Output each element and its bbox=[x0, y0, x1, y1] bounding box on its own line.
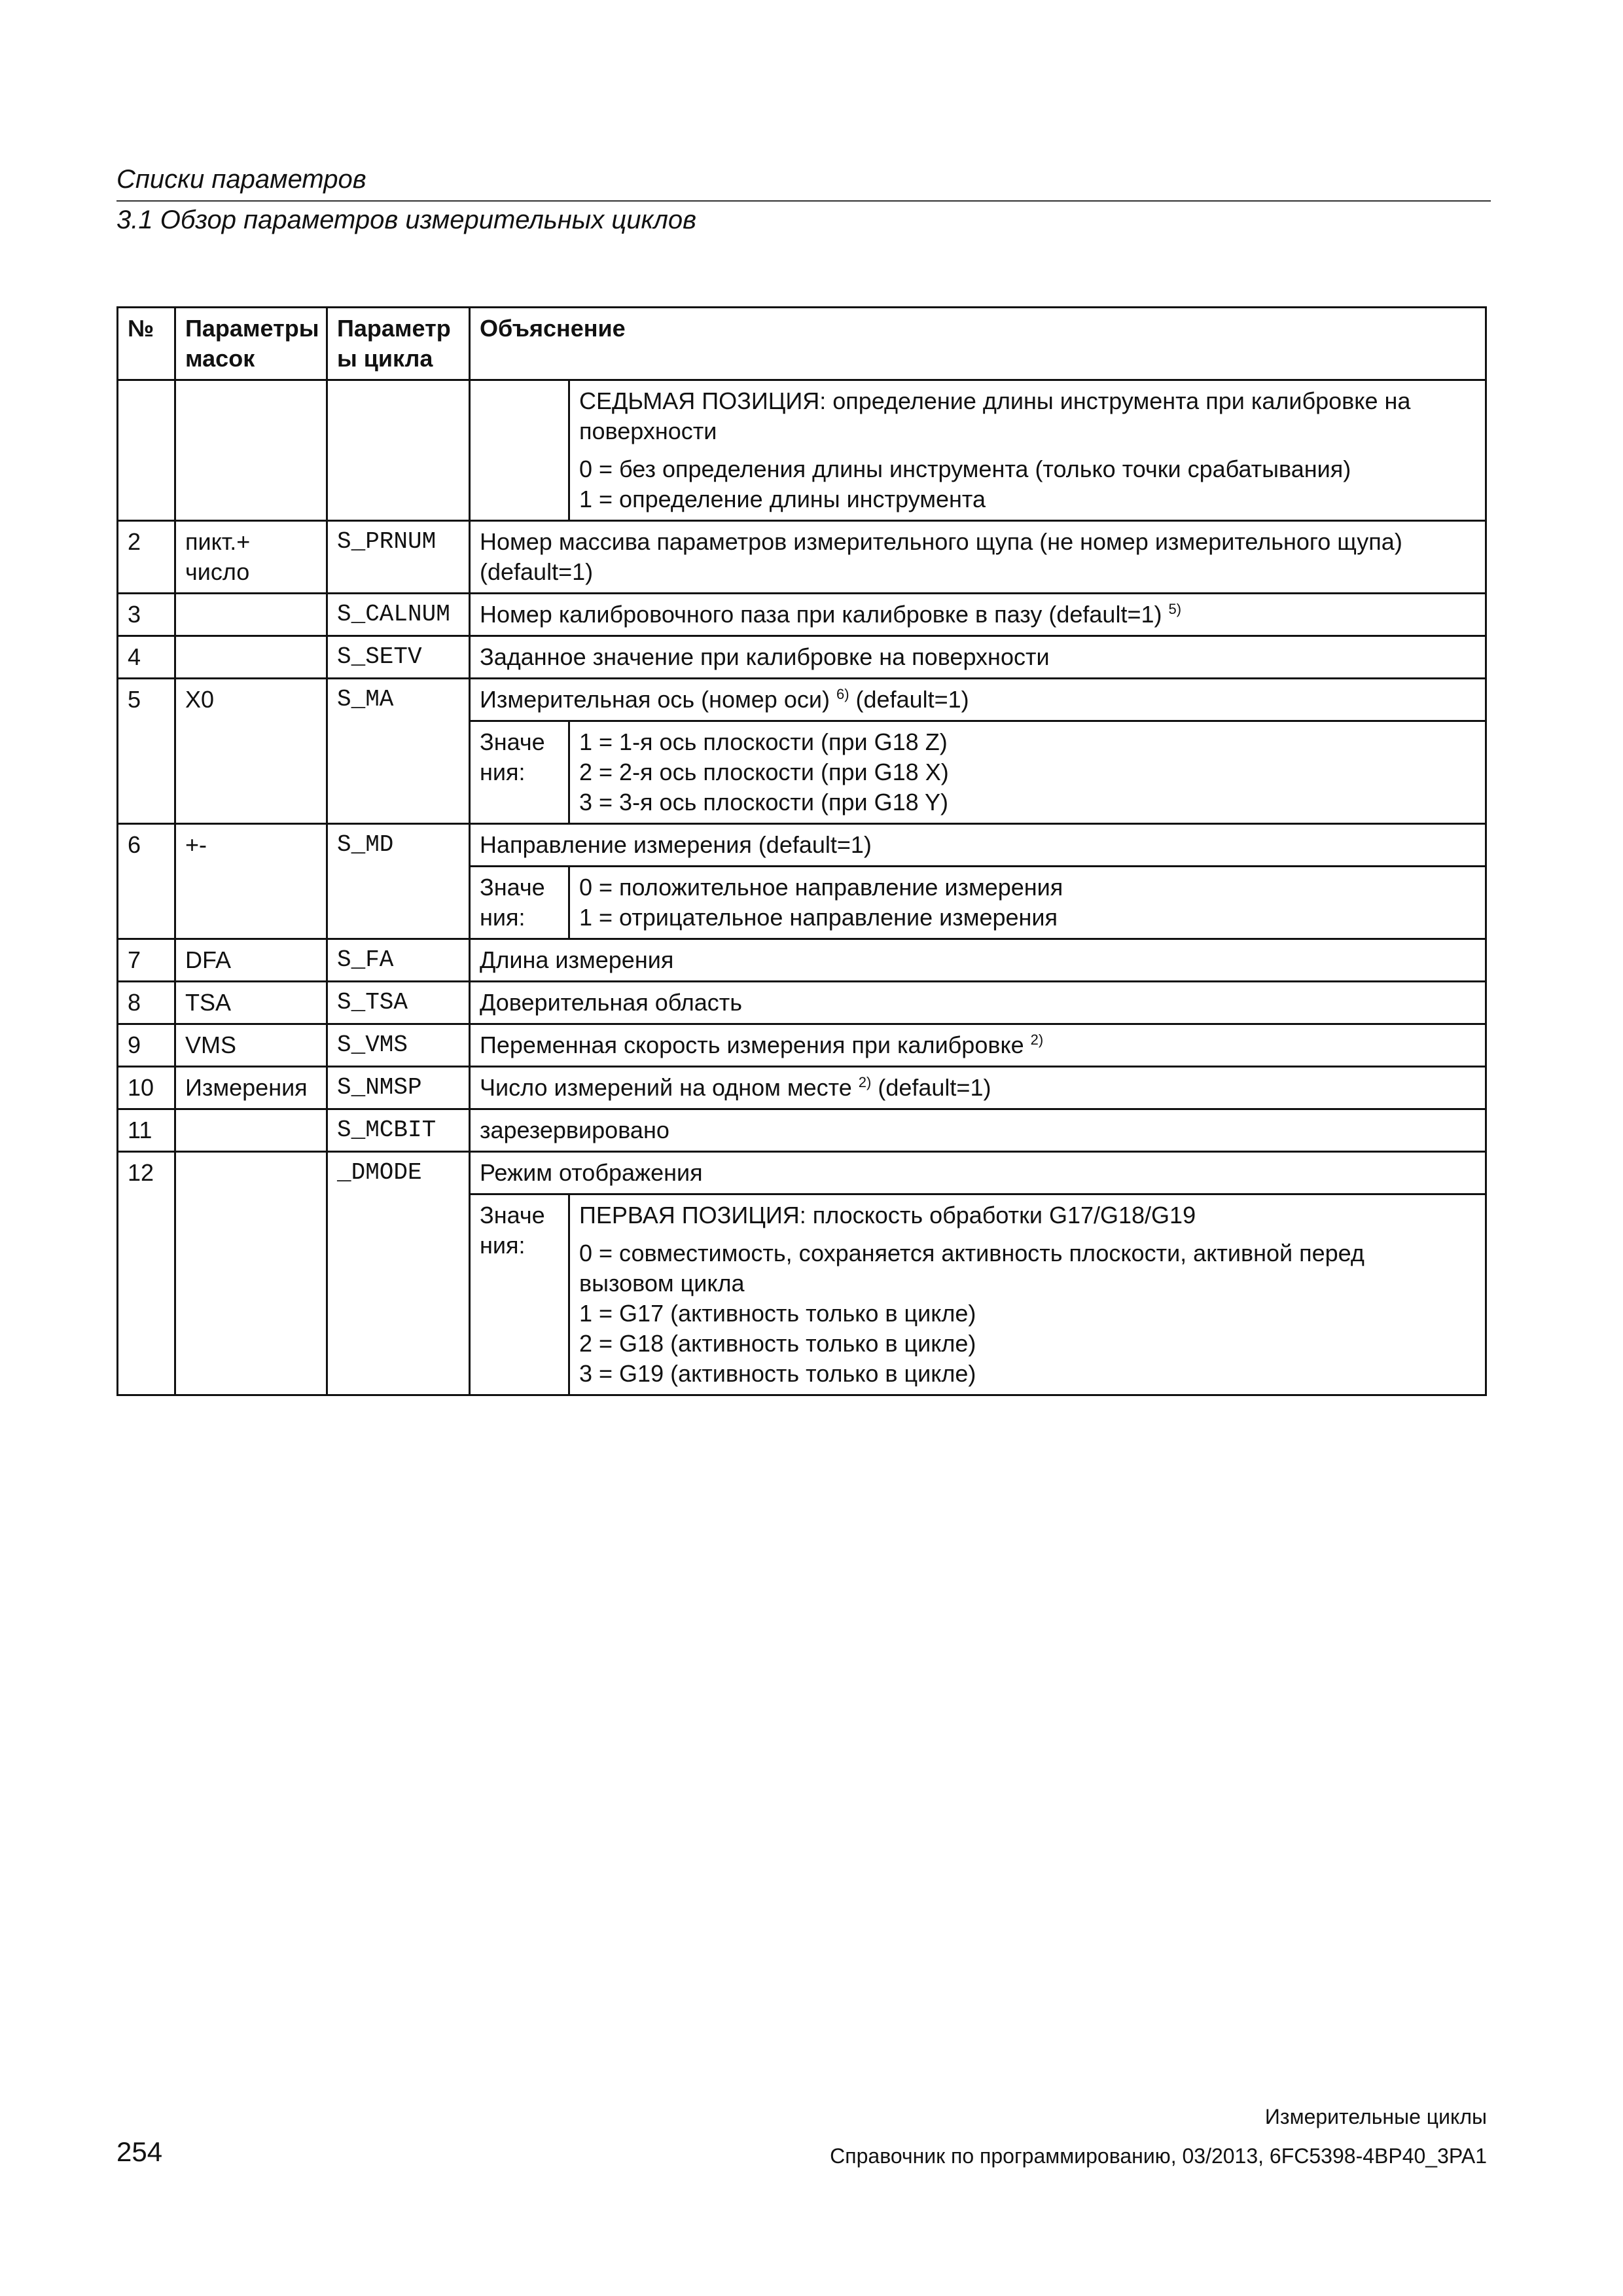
mask-cell bbox=[175, 380, 327, 521]
mask-cell: DFA bbox=[175, 939, 327, 982]
param-cell bbox=[327, 380, 470, 521]
table-row bbox=[118, 1067, 1486, 1109]
value-line: 2 = G18 (активность только в цикле) bbox=[579, 1330, 976, 1357]
section-title: Списки параметров bbox=[116, 165, 366, 194]
value-line: 0 = совместимость, сохраняется активность плоскости, активной перед bbox=[579, 1240, 1364, 1266]
num-cell: 6 bbox=[118, 824, 175, 939]
explanation-text: Число измерений на одном месте bbox=[480, 1074, 852, 1101]
num-cell: 10 bbox=[118, 1067, 175, 1109]
mask-cell bbox=[175, 636, 327, 679]
param-cell: S_TSA bbox=[327, 982, 470, 1024]
cont-line4: 1 = определение длины инструмента bbox=[579, 486, 986, 512]
explanation-cell: Доверительная область bbox=[470, 982, 1486, 1024]
param-cell: S_MA bbox=[327, 679, 470, 824]
footer-reference: Справочник по программированию, 03/2013, 6FC5398-4BP40_3PA1 bbox=[830, 2144, 1487, 2168]
param-cell: S_SETV bbox=[327, 636, 470, 679]
mask-cell bbox=[175, 1152, 327, 1395]
header-cycle-params-l1: Параметр bbox=[337, 315, 451, 342]
table-row bbox=[118, 380, 1486, 521]
explanation-default: (default=1) bbox=[855, 686, 969, 713]
num-cell: 7 bbox=[118, 939, 175, 982]
explanation-text: Номер калибровочного паза при калибровке в пазу (default=1) bbox=[480, 601, 1162, 628]
value-line: 2 = 2-я ось плоскости (при G18 X) bbox=[579, 759, 949, 785]
values-label-cell bbox=[470, 1194, 569, 1395]
table-row bbox=[118, 1024, 1486, 1067]
param-cell: S_FA bbox=[327, 939, 470, 982]
value-line: 1 = отрицательное направление измерения bbox=[579, 904, 1058, 931]
values-label-l2: ния: bbox=[480, 1232, 526, 1259]
table-header-row bbox=[118, 308, 1486, 380]
table-row bbox=[118, 939, 1486, 982]
param-cell: S_PRNUM bbox=[327, 521, 470, 594]
explanation-cell bbox=[470, 521, 1486, 594]
param-cell: S_NMSP bbox=[327, 1067, 470, 1109]
footnote-ref: 2) bbox=[1030, 1031, 1044, 1048]
num-cell: 9 bbox=[118, 1024, 175, 1067]
values-title: ПЕРВАЯ ПОЗИЦИЯ: плоскость обработки G17/G18/G19 bbox=[579, 1202, 1196, 1229]
footnote-ref: 5) bbox=[1168, 601, 1182, 617]
explanation-cell: зарезервировано bbox=[470, 1109, 1486, 1152]
mask-cell: VMS bbox=[175, 1024, 327, 1067]
cont-line1: СЕДЬМАЯ ПОЗИЦИЯ: определение длины инструмента при калибровке на bbox=[579, 387, 1411, 414]
value-line: 1 = G17 (активность только в цикле) bbox=[579, 1300, 976, 1327]
values-label-cell bbox=[470, 867, 569, 939]
footer-title: Измерительные циклы bbox=[1264, 2105, 1487, 2128]
explanation-cell: Длина измерения bbox=[470, 939, 1486, 982]
header-mask-params bbox=[175, 308, 327, 380]
header-mask-params-l1: Параметры bbox=[185, 315, 319, 342]
value-line: 1 = 1-я ось плоскости (при G18 Z) bbox=[579, 728, 948, 755]
table-row bbox=[118, 1152, 1486, 1194]
num-cell: 3 bbox=[118, 594, 175, 636]
param-cell: _DMODE bbox=[327, 1152, 470, 1395]
mask-l1: пикт.+ bbox=[185, 528, 251, 555]
value-line: 3 = 3-я ось плоскости (при G18 Y) bbox=[579, 789, 949, 816]
explanation-l2: (default=1) bbox=[480, 558, 594, 585]
num-cell: 12 bbox=[118, 1152, 175, 1395]
values-cell bbox=[569, 1194, 1486, 1395]
explanation-text: Измерительная ось (номер оси) bbox=[480, 686, 830, 713]
mask-cell: TSA bbox=[175, 982, 327, 1024]
table-row bbox=[118, 594, 1486, 636]
mask-cell: +- bbox=[175, 824, 327, 939]
table-row bbox=[118, 982, 1486, 1024]
param-cell: S_CALNUM bbox=[327, 594, 470, 636]
num-cell: 8 bbox=[118, 982, 175, 1024]
parameter-table bbox=[116, 306, 1487, 1396]
explanation-cell bbox=[470, 1024, 1486, 1067]
explanation-cell bbox=[470, 679, 1486, 721]
num-cell: 11 bbox=[118, 1109, 175, 1152]
mask-cell bbox=[175, 594, 327, 636]
values-label-l2: ния: bbox=[480, 904, 526, 931]
header-cycle-params-l2: ы цикла bbox=[337, 345, 433, 372]
explanation-l1: Номер массива параметров измерительного щупа (не номер измерительного щупа) bbox=[480, 528, 1402, 555]
explanation-default: (default=1) bbox=[878, 1074, 991, 1101]
subsection-title: 3.1 Обзор параметров измерительных циклов bbox=[116, 206, 697, 234]
param-cell: S_MD bbox=[327, 824, 470, 939]
values-cell bbox=[569, 867, 1486, 939]
explanation-cell bbox=[470, 594, 1486, 636]
page-number: 254 bbox=[116, 2136, 163, 2167]
values-label-l1: Значе bbox=[480, 728, 545, 755]
explanation-text: Переменная скорость измерения при калибровке bbox=[480, 1031, 1024, 1058]
values-label-l2: ния: bbox=[480, 759, 526, 785]
table-row bbox=[118, 521, 1486, 594]
table-row bbox=[118, 1109, 1486, 1152]
values-label-l1: Значе bbox=[480, 1202, 545, 1229]
table-row bbox=[118, 636, 1486, 679]
header-explanation: Объяснение bbox=[470, 308, 1486, 380]
values-label-cell bbox=[470, 380, 569, 521]
footnote-ref: 2) bbox=[858, 1074, 872, 1090]
value-line: вызовом цикла bbox=[579, 1270, 745, 1297]
explanation-cell bbox=[470, 1067, 1486, 1109]
table-row bbox=[118, 824, 1486, 867]
mask-cell: X0 bbox=[175, 679, 327, 824]
num-cell: 4 bbox=[118, 636, 175, 679]
values-label-cell bbox=[470, 721, 569, 824]
values-cell bbox=[569, 380, 1486, 521]
num-cell: 2 bbox=[118, 521, 175, 594]
explanation-cell: Режим отображения bbox=[470, 1152, 1486, 1194]
param-cell: S_MCBIT bbox=[327, 1109, 470, 1152]
param-cell: S_VMS bbox=[327, 1024, 470, 1067]
cont-line2: поверхности bbox=[579, 418, 717, 444]
header-num: № bbox=[118, 308, 175, 380]
mask-cell: Измерения bbox=[175, 1067, 327, 1109]
mask-l2: число bbox=[185, 558, 250, 585]
header-mask-params-l2: масок bbox=[185, 345, 255, 372]
header-cycle-params bbox=[327, 308, 470, 380]
value-line: 3 = G19 (активность только в цикле) bbox=[579, 1360, 976, 1387]
mask-cell bbox=[175, 521, 327, 594]
header-rule bbox=[116, 200, 1491, 202]
table-row bbox=[118, 679, 1486, 721]
num-cell bbox=[118, 380, 175, 521]
values-cell bbox=[569, 721, 1486, 824]
explanation-cell: Заданное значение при калибровке на поверхности bbox=[470, 636, 1486, 679]
values-label-l1: Значе bbox=[480, 874, 545, 901]
mask-cell bbox=[175, 1109, 327, 1152]
value-line: 0 = положительное направление измерения bbox=[579, 874, 1063, 901]
footnote-ref: 6) bbox=[836, 686, 849, 702]
cont-line3: 0 = без определения длины инструмента (только точки срабатывания) bbox=[579, 456, 1351, 482]
num-cell: 5 bbox=[118, 679, 175, 824]
explanation-cell: Направление измерения (default=1) bbox=[470, 824, 1486, 867]
